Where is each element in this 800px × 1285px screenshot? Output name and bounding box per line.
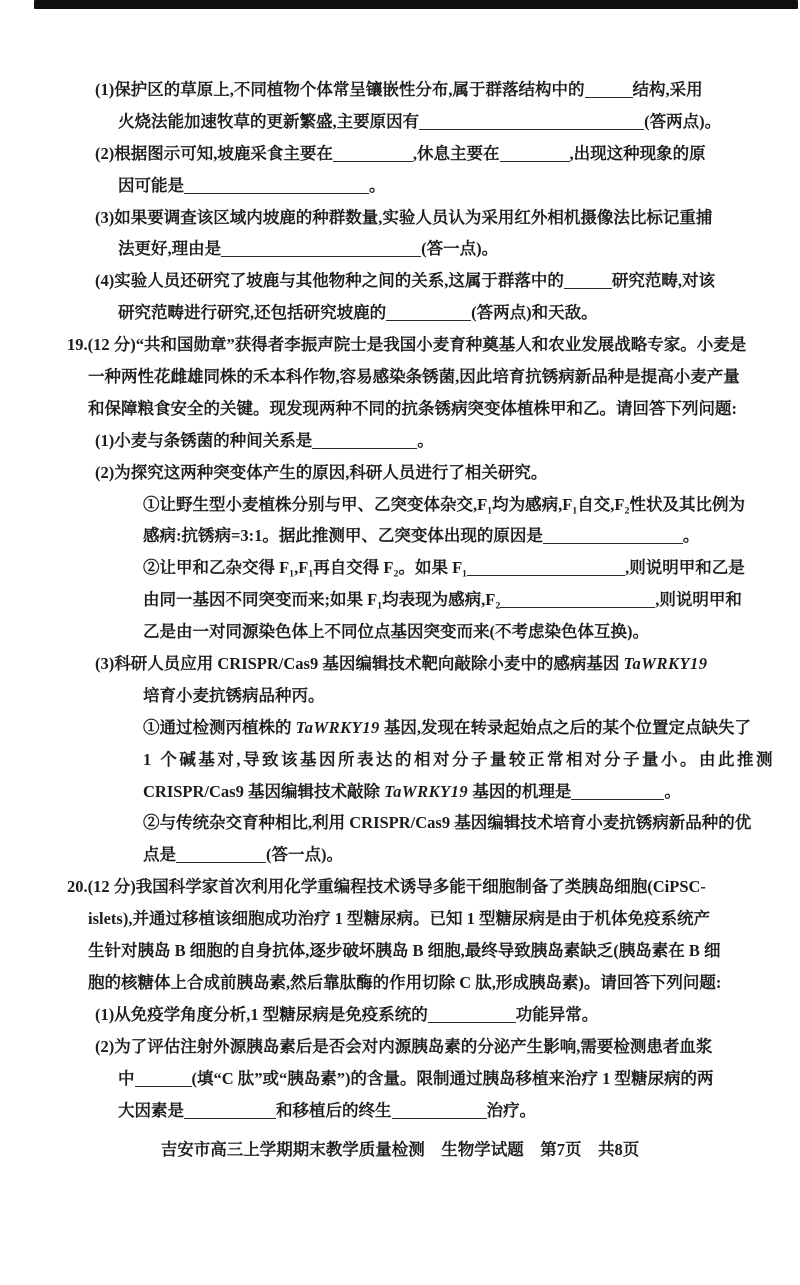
text-run: 结构,采用 [632, 80, 703, 99]
text-run: 研究范畴,对该 [611, 271, 715, 291]
text-run: ,则说明甲和乙是 [625, 558, 745, 578]
page-footer [0, 1136, 800, 1160]
gene-name-italic: TaWRKY19 [623, 654, 708, 674]
text-run: 和保障粮食安全的关键。现发现两种不同的抗条锈病突变体植株甲和乙。请回答下列问题: [88, 398, 737, 418]
text-run: (答两点)。 [644, 111, 722, 131]
text-run: 基因的机理是 [468, 781, 572, 801]
answer-blank [312, 432, 417, 449]
answer-blank [419, 113, 644, 130]
text-line [67, 361, 767, 393]
text-run: 。 [369, 175, 386, 195]
text-run: 研究范畴进行研究,还包括研究坡鹿的 [118, 303, 387, 323]
text-run: 感病:抗锈病=3:1。据此推测甲、乙突变体出现的原因是 [143, 526, 543, 546]
answer-blank [135, 1070, 192, 1087]
text-run: (填“C 肽”或“胰岛素”)的含量。限制通过胰岛移植来治疗 1 型糖尿病的两 [191, 1068, 714, 1088]
text-run: 火烧法能加速牧草的更新繁盛,主要原因有 [118, 111, 420, 131]
text-run: (1)小麦与条锈菌的种间关系是 [95, 430, 313, 450]
text-run: 。 [682, 526, 700, 546]
text-run: 乙是由一对同源染色体上不同位点基因突变而来(不考虑染色体互换)。 [143, 622, 649, 642]
gene-name-italic: TaWRKY19 [295, 717, 380, 737]
text-run: 由同一基因不同突变而来;如果 F₁均表现为感病,F₂ [143, 590, 501, 610]
answer-blank [543, 528, 683, 545]
text-run: ①通过检测丙植株的 [143, 717, 296, 737]
text-line [67, 999, 767, 1031]
text-line [67, 489, 767, 521]
text-run: (1)从免疫学角度分析,1 型糖尿病是免疫系统的 [95, 1004, 428, 1024]
text-line [67, 1095, 767, 1127]
text-run: (3)科研人员应用 CRISPR/Cas9 基因编辑技术靶向敲除小麦中的感病基因 [95, 654, 624, 674]
text-run: 20.(12 分)我国科学家首次利用化学重编程技术诱导多能干细胞制备了类胰岛细胞(CiPSC- [67, 877, 706, 897]
text-run: ②让甲和乙杂交得 F₁,F₁再自交得 F₂。如果 F₁ [143, 558, 468, 578]
answer-blank [333, 145, 413, 162]
text-run: 培育小麦抗锈病品种丙。 [143, 685, 325, 705]
answer-blank [386, 305, 471, 322]
text-line [67, 903, 767, 935]
text-line [67, 967, 767, 999]
text-run: CRISPR/Cas9 基因编辑技术敲除 [143, 781, 385, 801]
text-line [67, 584, 767, 616]
text-run: (2)根据图示可知,坡鹿采食主要在 [95, 143, 333, 163]
answer-blank [585, 81, 633, 98]
text-run: 一种两性花雌雄同株的禾本科作物,容易感染条锈菌,因此培育抗锈病新品种是提高小麦产量 [88, 367, 740, 387]
answer-blank [428, 1006, 516, 1023]
text-run: islets),并通过移植该细胞成功治疗 1 型糖尿病。已知 1 型糖尿病是由于机体免疫系统产 [88, 909, 710, 929]
text-line [67, 839, 767, 871]
text-run: (1)保护区的草原上,不同植物个体常呈镶嵌性分布,属于群落结构中的 [95, 80, 585, 99]
answer-blank [500, 145, 570, 162]
text-run: 基因,发现在转录起始点之后的某个位置定点缺失了 [379, 717, 751, 737]
text-line [67, 329, 767, 361]
text-line [67, 1031, 767, 1063]
answer-blank [176, 847, 266, 864]
text-run: 点是 [143, 845, 176, 865]
text-run: 大因素是 [118, 1100, 184, 1120]
exam-body [67, 74, 775, 1126]
text-run: ②与传统杂交育种相比,利用 CRISPR/Cas9 基因编辑技术培育小麦抗锈病新品种的优 [143, 813, 752, 833]
text-run: 。 [417, 430, 434, 450]
text-line [67, 265, 767, 297]
text-line [67, 74, 767, 106]
text-line [67, 393, 767, 425]
text-line [67, 170, 767, 202]
text-run: (4)实验人员还研究了坡鹿与其他物种之间的关系,这属于群落中的 [95, 271, 564, 291]
text-line [67, 648, 767, 680]
text-line [67, 457, 767, 489]
text-run: (答一点)。 [266, 845, 343, 865]
text-line [67, 807, 767, 839]
text-run: 和移植后的终生 [276, 1100, 392, 1120]
text-run: 因可能是 [118, 175, 184, 195]
text-run: 19.(12 分)“共和国勋章”获得者李振声院士是我国小麦育种奠基人和农业发展战略专家。小麦是 [67, 335, 747, 355]
text-line [67, 425, 767, 457]
text-line [67, 871, 767, 903]
footer-text: 吉安市高三上学期期末教学质量检测 生物学试题 第7页 共8页 [160, 1140, 640, 1159]
text-line [67, 616, 767, 648]
answer-blank [184, 177, 369, 194]
gene-name-italic: TaWRKY19 [384, 781, 469, 801]
answer-blank [500, 592, 655, 609]
text-run: (2)为探究这两种突变体产生的原因,科研人员进行了相关研究。 [95, 462, 548, 482]
text-run: 胞的核糖体上合成前胰岛素,然后靠肽酶的作用切除 C 肽,形成胰岛素)。请回答下列问题: [88, 972, 722, 992]
text-run: 中 [118, 1068, 135, 1088]
text-run: (答一点)。 [421, 239, 499, 259]
text-run: 生针对胰岛 B 细胞的自身抗体,逐步破坏胰岛 B 细胞,最终导致胰岛素缺乏(胰岛素在 B 细 [88, 941, 721, 961]
answer-blank [392, 1102, 487, 1119]
text-line [67, 744, 775, 776]
answer-blank [221, 241, 421, 258]
scan-artifact-top-bar [34, 0, 798, 9]
answer-blank [467, 560, 625, 577]
text-run: 功能异常。 [515, 1004, 599, 1024]
text-run: (答两点)和天敌。 [471, 303, 598, 323]
text-line [67, 138, 767, 170]
text-line [67, 520, 767, 552]
text-line [67, 1063, 767, 1095]
text-line [67, 202, 767, 234]
text-run: (3)如果要调查该区域内坡鹿的种群数量,实验人员认为采用红外相机摄像法比标记重捕 [95, 207, 713, 227]
text-run: ①让野生型小麦植株分别与甲、乙突变体杂交,F₁均为感病,F₁自交,F₂性状及其比例为 [143, 494, 745, 514]
text-run: (2)为了评估注射外源胰岛素后是否会对内源胰岛素的分泌产生影响,需要检测患者血浆 [95, 1036, 713, 1056]
answer-blank [564, 273, 612, 290]
text-run: ,休息主要在 [412, 143, 500, 163]
text-line [67, 106, 767, 138]
text-line [67, 776, 767, 808]
text-run: ,出现这种现象的原 [569, 143, 706, 163]
text-line [67, 680, 767, 712]
text-run: 法更好,理由是 [118, 239, 222, 259]
text-line [67, 552, 767, 584]
text-line [67, 935, 767, 967]
text-run: 1 个碱基对,导致该基因所表达的相对分子量较正常相对分子量小。由此推测 [143, 749, 775, 769]
text-run: ,则说明甲和 [655, 590, 742, 610]
text-line [67, 233, 767, 265]
answer-blank [571, 783, 664, 800]
text-run: 。 [664, 781, 681, 801]
text-line [67, 297, 767, 329]
text-run: 治疗。 [486, 1100, 536, 1120]
answer-blank [184, 1102, 276, 1119]
text-line [67, 712, 767, 744]
